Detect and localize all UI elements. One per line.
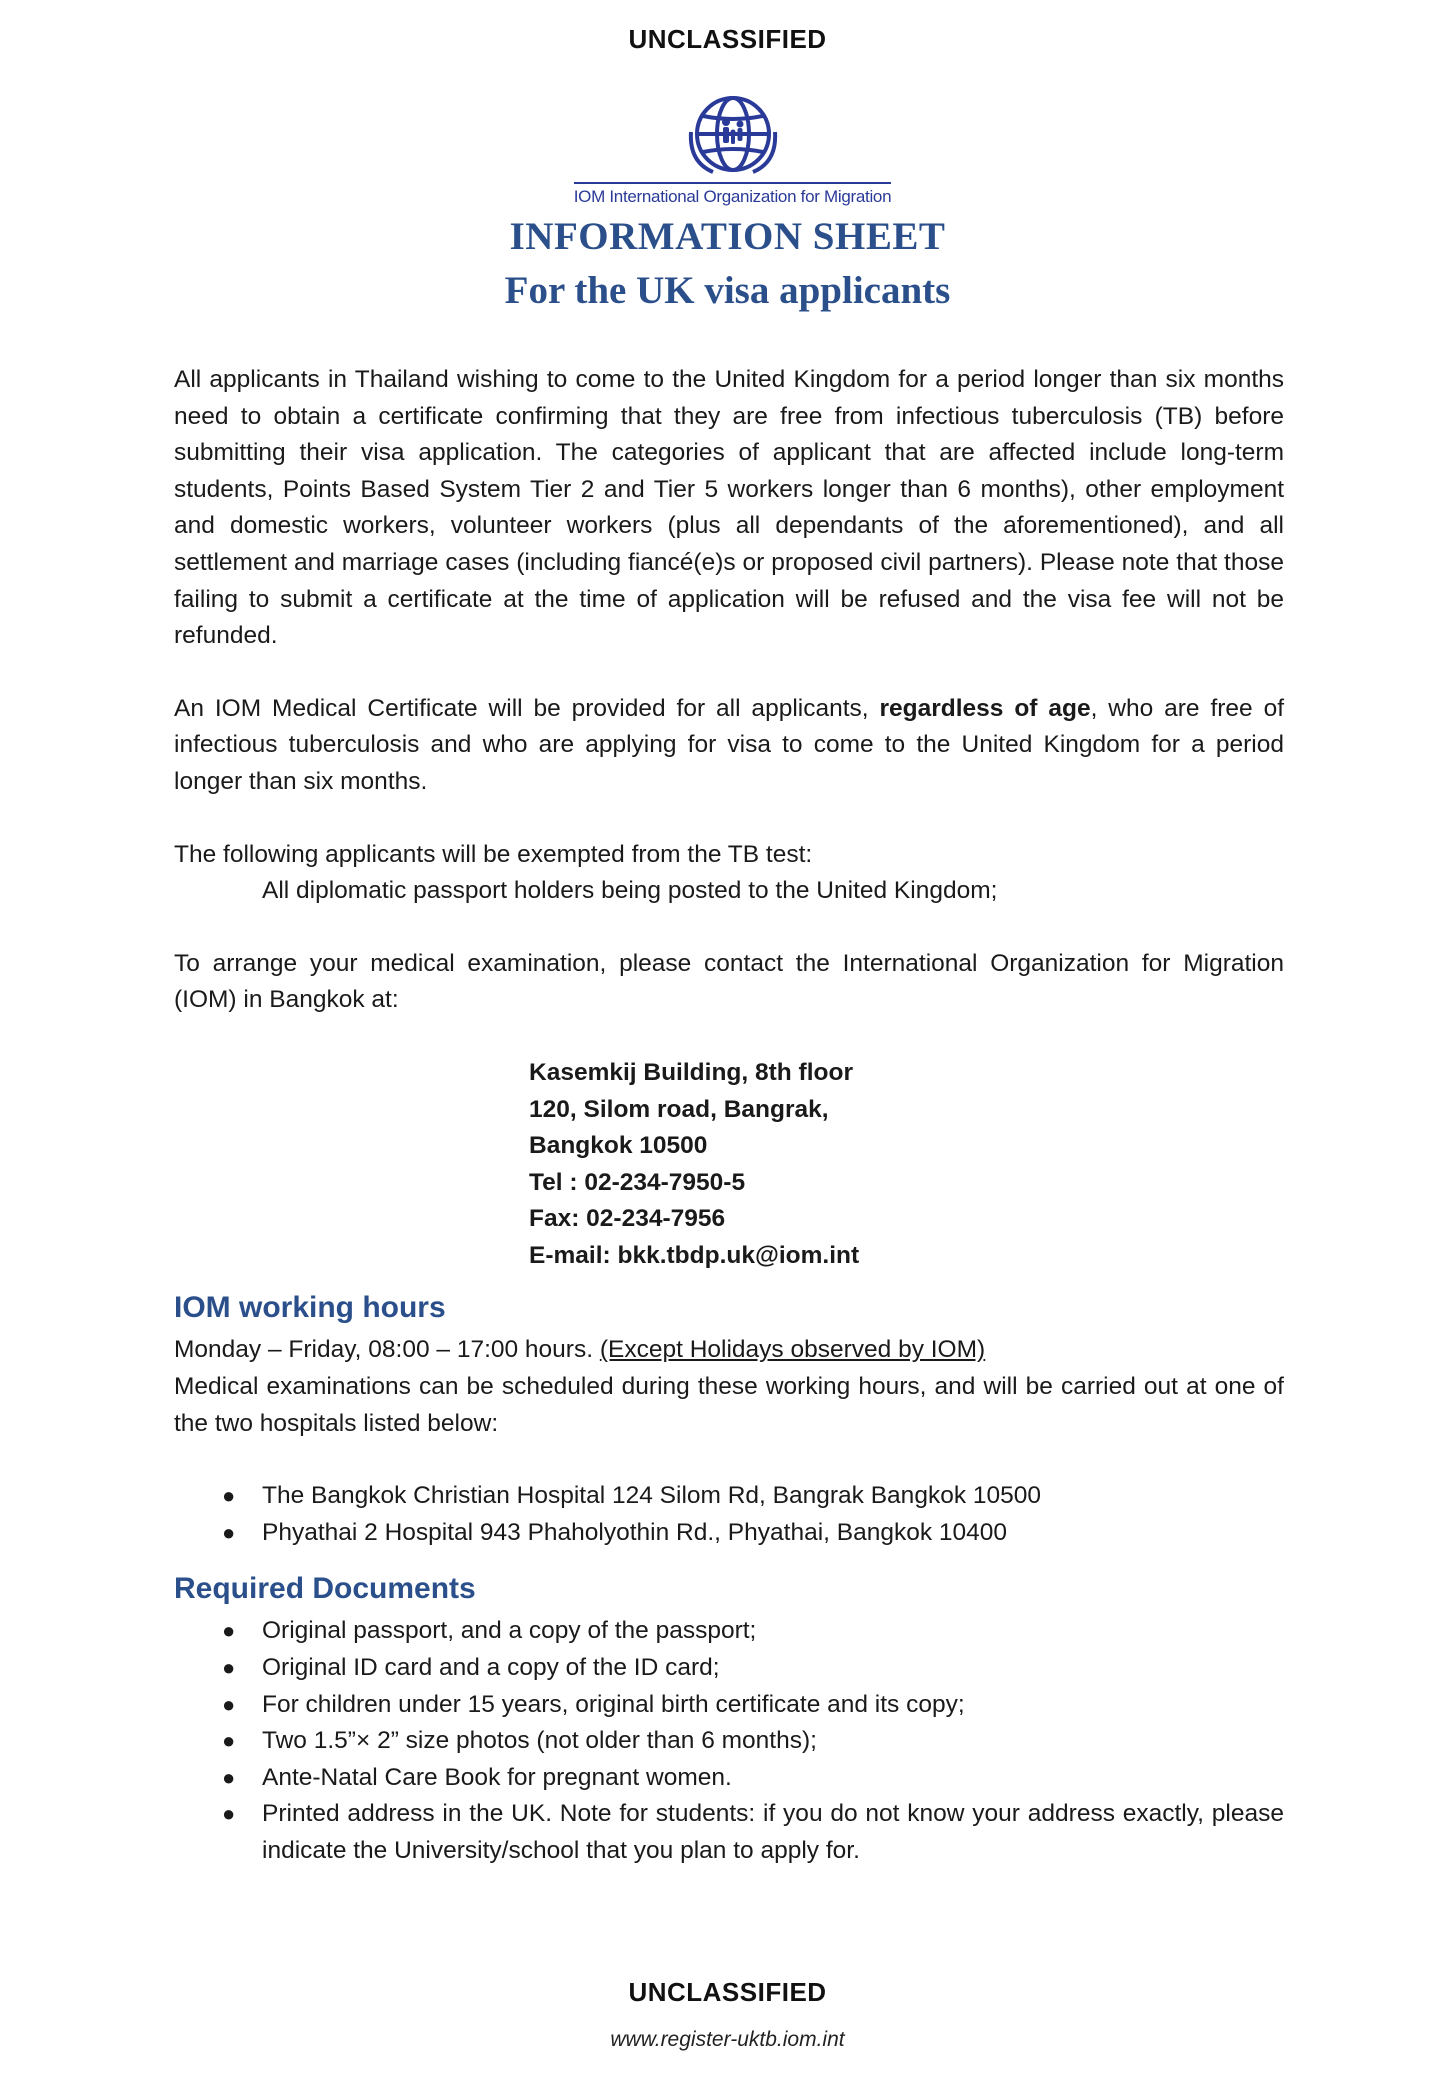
bullet-icon: ● (222, 1519, 236, 1545)
address-line-1: Kasemkij Building, 8th floor (529, 1058, 853, 1086)
bullet-icon: ● (222, 1764, 236, 1790)
list-item (174, 1478, 1284, 1515)
intro-paragraph: All applicants in Thailand wishing to come to the United Kingdom for a period longer than six months need to obtain a certificate confirming that they are free from infectious tuberculosis (TB) before submitting their visa application. The categories of applicant that are affected include long-term students, Points Based System Tier 2 and Tier 5 workers longer than 6 months), other employment and domestic workers, volunteer workers (plus all dependants of the aforementioned), and all settlement and marriage cases (including fiancé(e)s or proposed civil partners). Please note that those failing to submit a certificate at the time of application will be refused and the visa fee will not be refunded. (174, 366, 1284, 650)
page-subtitle: For the UK visa applicants (504, 269, 951, 312)
document-item-4: Two 1.5”× 2” size photos (not older than 6 months); (262, 1727, 817, 1755)
page-title: INFORMATION SHEET (509, 215, 946, 258)
bullet-icon: ● (222, 1801, 236, 1827)
document-item-5: Ante-Natal Care Book for pregnant women. (262, 1763, 732, 1791)
logo-divider (574, 182, 891, 184)
iom-logo (560, 92, 905, 207)
hospital-1: The Bangkok Christian Hospital 124 Silom Rd, Bangrak Bangkok 10500 (262, 1482, 1041, 1510)
certificate-text-before: An IOM Medical Certificate will be provided for all applicants, (174, 694, 880, 722)
list-item (174, 1687, 1284, 1724)
working-hours-description: Medical examinations can be scheduled during these working hours, and will be carried out at one of the two hospitals listed below: (174, 1373, 1284, 1437)
address-email[interactable]: E-mail: bkk.tbdp.uk@iom.int (529, 1241, 860, 1269)
classification-header: UNCLASSIFIED (628, 24, 827, 54)
bullet-icon: ● (222, 1618, 236, 1644)
classification-footer: UNCLASSIFIED (628, 1977, 827, 2007)
logo-caption: IOM International Organization for Migration (573, 187, 892, 206)
document-item-2: Original ID card and a copy of the ID card; (262, 1654, 720, 1682)
document-item-3: For children under 15 years, original birth certificate and its copy; (262, 1690, 965, 1718)
list-item (174, 1796, 1284, 1869)
bullet-icon: ● (222, 1691, 236, 1717)
working-hours-time: Monday – Friday, 08:00 – 17:00 hours. (174, 1336, 600, 1364)
iom-globe-icon (683, 92, 783, 178)
contact-intro: To arrange your medical examination, please contact the International Organization for Migration (IOM) in Bangkok at: (174, 949, 1284, 1014)
certificate-paragraph (174, 691, 1284, 801)
address-fax: Fax: 02-234-7956 (529, 1205, 726, 1233)
list-item (174, 1515, 1284, 1552)
address-line-3: Bangkok 10500 (529, 1132, 708, 1160)
iom-address-block (174, 1055, 1284, 1275)
certificate-text-after: , who are free of infectious tuberculosis and who are applying for visa to come to the United Kingdom for a period longer than six months. (174, 694, 1285, 795)
list-item (174, 1723, 1284, 1760)
exemption-heading: The following applicants will be exempted from the TB test: (174, 840, 813, 868)
required-documents-list (174, 1613, 1284, 1869)
hospital-list (174, 1478, 1284, 1551)
address-tel: Tel : 02-234-7950-5 (529, 1168, 746, 1196)
bullet-icon: ● (222, 1728, 236, 1754)
hospital-2: Phyathai 2 Hospital 943 Phaholyothin Rd., Phyathai, Bangkok 10400 (262, 1518, 1008, 1546)
bullet-icon: ● (222, 1655, 236, 1681)
document-item-6: Printed address in the UK. Note for students: if you do not know your address exactly, please indicate the University/school that you plan to apply for. (262, 1800, 1284, 1864)
address-line-2: 120, Silom road, Bangrak, (529, 1095, 829, 1123)
list-item (174, 1613, 1284, 1650)
certificate-text-bold: regardless of age (879, 694, 1091, 722)
exemption-item: All diplomatic passport holders being posted to the United Kingdom; (262, 877, 998, 905)
document-body (174, 362, 1284, 1870)
working-hours-text (174, 1332, 1284, 1369)
working-hours-holidays: (Except Holidays observed by IOM) (599, 1336, 986, 1364)
working-hours-heading: IOM working hours (174, 1291, 446, 1325)
footer-url-link[interactable]: www.register-uktb.iom.int (610, 2028, 845, 2051)
required-documents-heading: Required Documents (174, 1572, 476, 1606)
list-item (174, 1650, 1284, 1687)
document-item-1: Original passport, and a copy of the passport; (262, 1617, 757, 1645)
bullet-icon: ● (222, 1483, 236, 1509)
list-item (174, 1760, 1284, 1797)
